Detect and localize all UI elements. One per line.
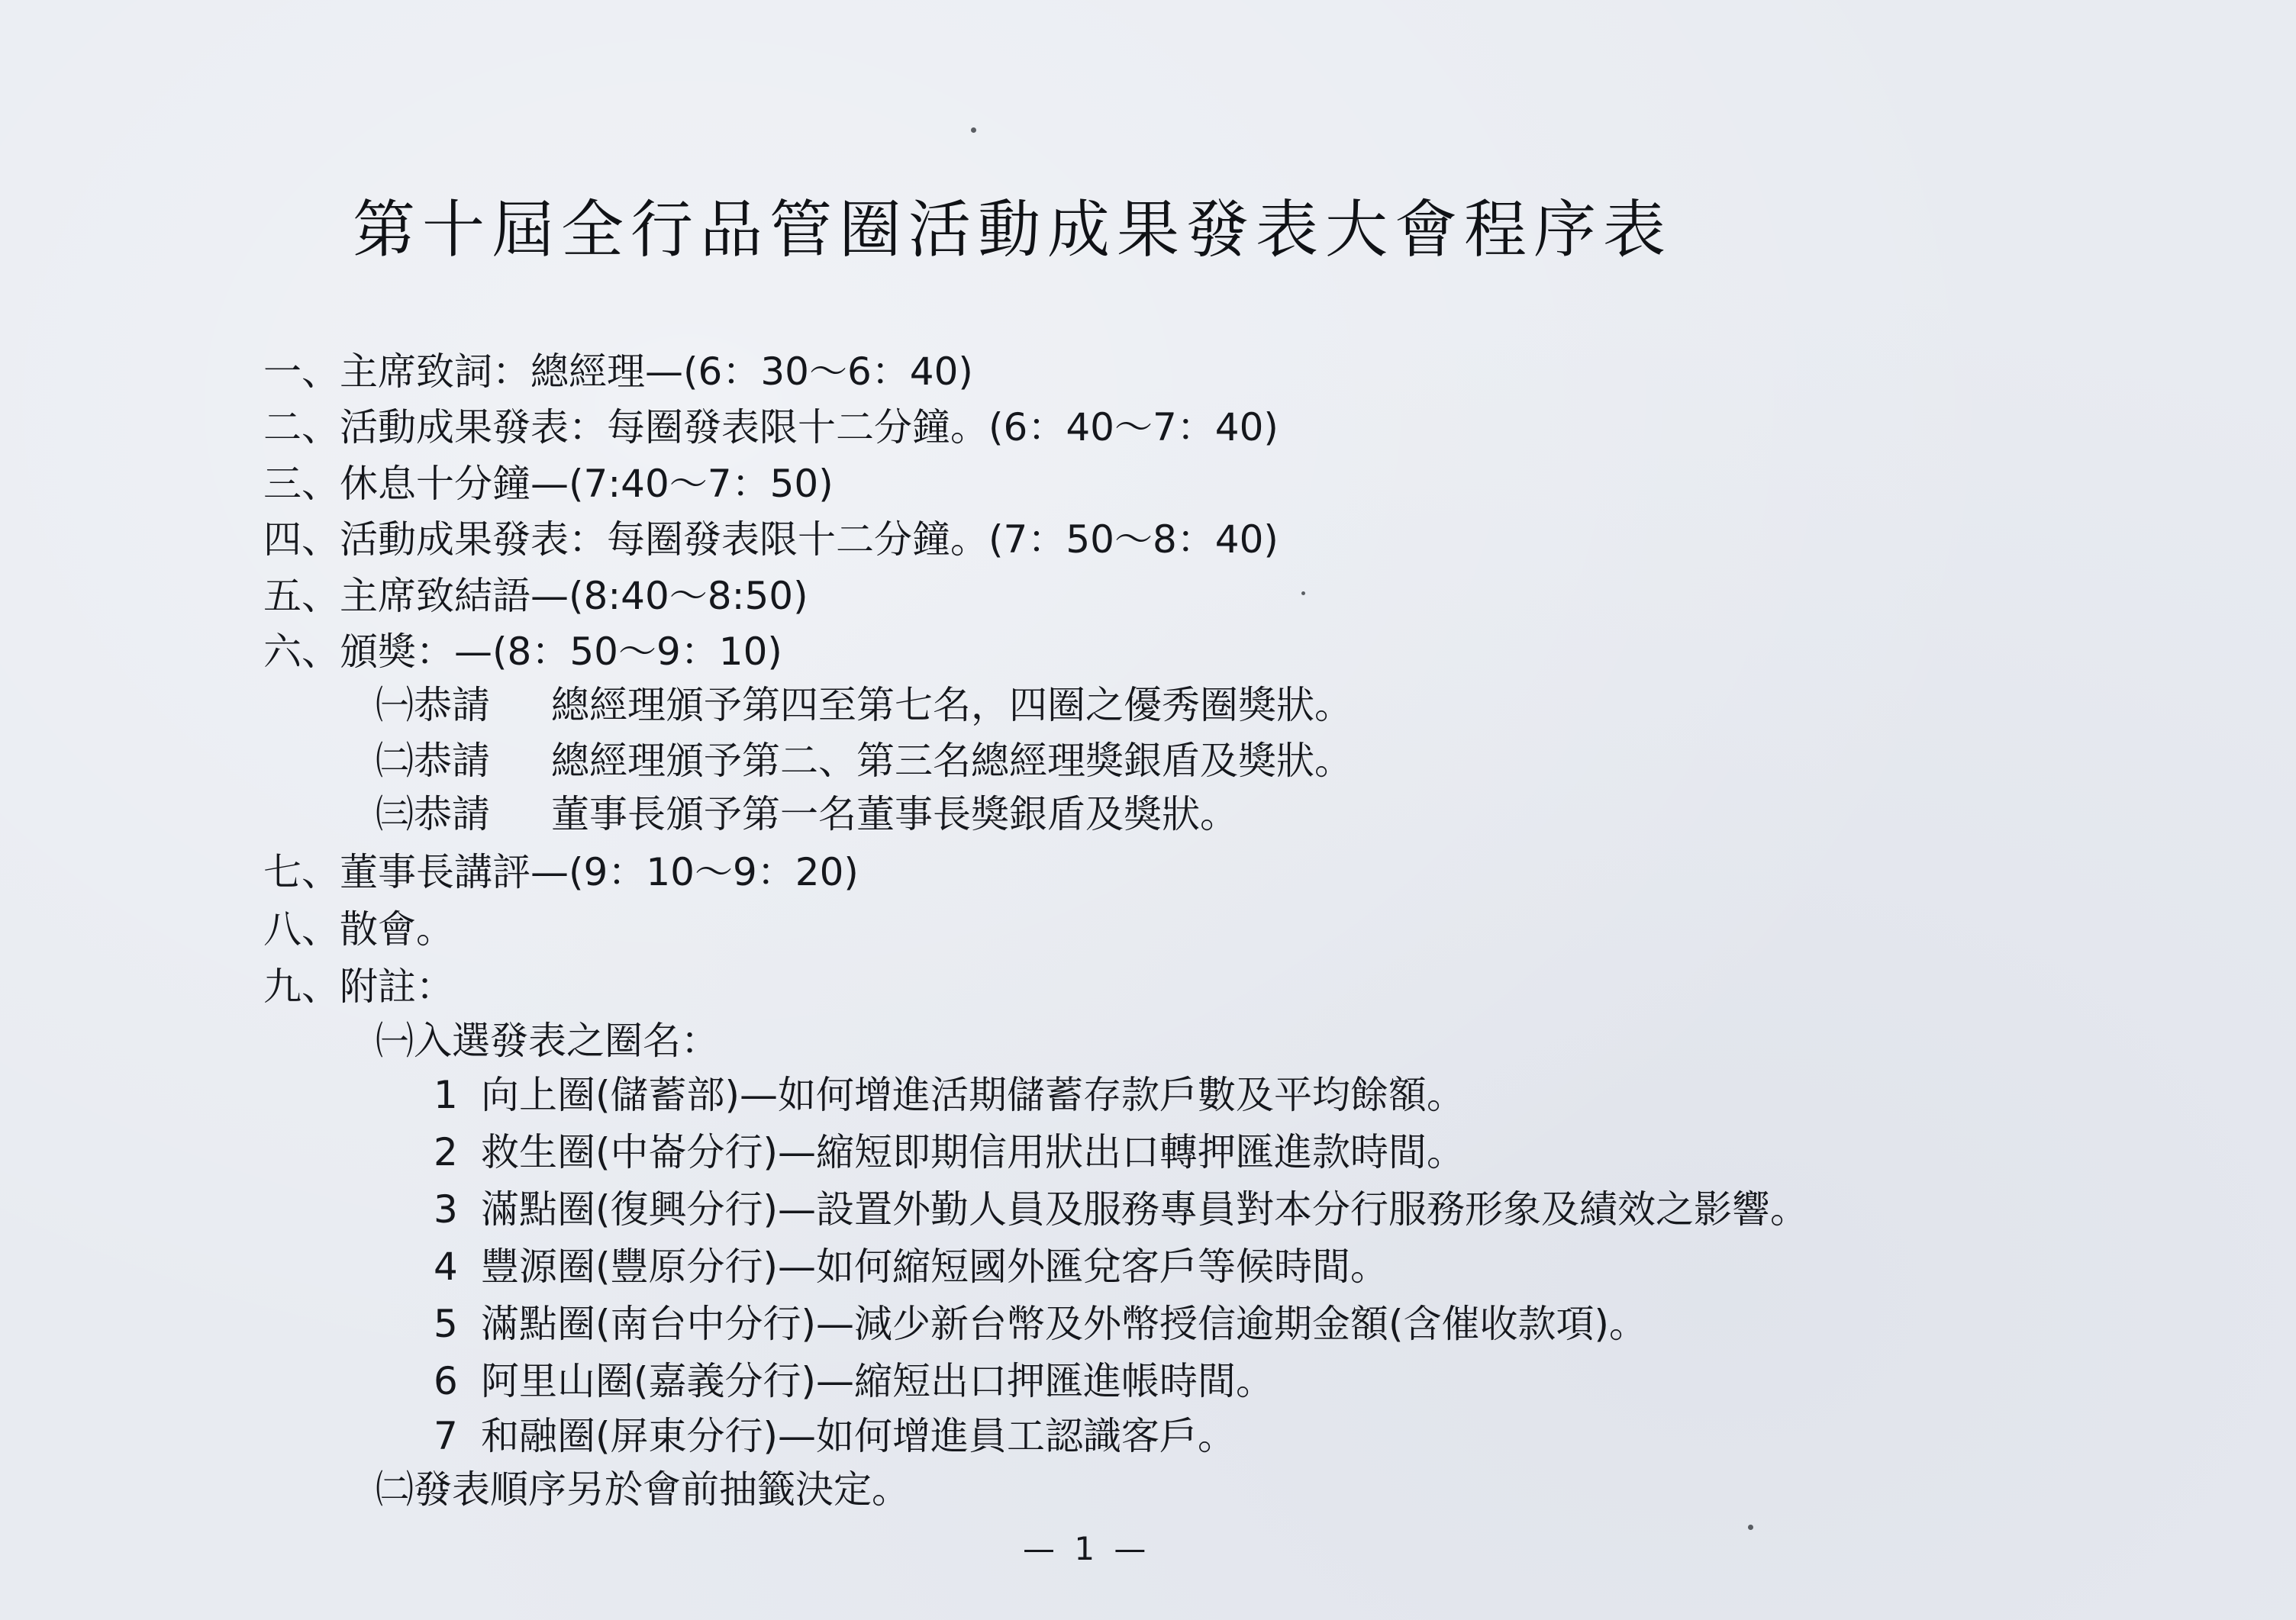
circle-number: 3 <box>434 1187 458 1232</box>
award-prefix: ㈢恭請 <box>376 792 490 836</box>
circle-text: 向上圈(儲蓄部)—如何增進活期儲蓄存款戶數及平均餘額。 <box>481 1073 1466 1117</box>
circle-list-item <box>434 1245 1389 1289</box>
print-speck <box>1301 591 1305 595</box>
program-item-9: 九、附註： <box>263 965 454 1009</box>
program-item-7: 七、董事長講評—(9：10～9：20) <box>263 850 859 894</box>
circle-number: 1 <box>434 1073 458 1117</box>
award-text: 總經理頒予第二、第三名總經理獎銀盾及獎狀。 <box>551 739 1353 783</box>
circle-text: 豐源圈(豐原分行)—如何縮短國外匯兌客戶等候時間。 <box>481 1245 1389 1289</box>
print-speck <box>1748 1525 1753 1530</box>
award-line-1 <box>376 683 1353 727</box>
print-speck <box>971 127 976 133</box>
notes-footer: ㈡發表順序另於會前抽籤決定。 <box>376 1467 910 1512</box>
program-item-8: 八、散會。 <box>263 907 454 952</box>
notes-heading: ㈠入選發表之圈名： <box>376 1019 719 1063</box>
program-item-4: 四、活動成果發表：每圈發表限十二分鐘。(7：50～8：40) <box>263 517 1279 562</box>
circle-text: 滿點圈(復興分行)—設置外勤人員及服務專員對本分行服務形象及績效之影響。 <box>481 1187 1809 1232</box>
program-item-5: 五、主席致結語—(8:40～8:50) <box>263 574 808 618</box>
circle-number: 4 <box>434 1245 458 1289</box>
program-item-6: 六、頒獎：—(8：50～9：10) <box>263 630 782 674</box>
circle-number: 2 <box>434 1130 458 1174</box>
program-item-3: 三、休息十分鐘—(7:40～7：50) <box>263 462 834 506</box>
circle-list-item <box>434 1302 1648 1346</box>
document-title: 第十屆全行品管圈活動成果發表大會程序表 <box>353 194 1673 266</box>
circle-text: 和融圈(屏東分行)—如何增進員工認識客戶。 <box>481 1414 1237 1458</box>
circle-list-item <box>434 1359 1275 1403</box>
award-line-3 <box>376 792 1238 836</box>
circle-number: 5 <box>434 1302 458 1346</box>
circle-number: 6 <box>434 1359 458 1403</box>
page-number: — 1 — <box>1023 1530 1151 1567</box>
circle-number: 7 <box>434 1414 458 1458</box>
circle-list-item <box>434 1414 1237 1458</box>
circle-text: 救生圈(中崙分行)—縮短即期信用狀出口轉押匯進款時間。 <box>481 1130 1466 1174</box>
circle-list-item <box>434 1187 1809 1232</box>
circle-list-item <box>434 1130 1466 1174</box>
award-text: 董事長頒予第一名董事長獎銀盾及獎狀。 <box>551 792 1238 836</box>
program-item-1: 一、主席致詞：總經理—(6：30～6：40) <box>263 349 973 394</box>
award-prefix: ㈡恭請 <box>376 739 490 783</box>
award-text: 總經理頒予第四至第七名，四圈之優秀圈獎狀。 <box>551 683 1353 727</box>
circle-text: 阿里山圈(嘉義分行)—縮短出口押匯進帳時間。 <box>481 1359 1275 1403</box>
award-prefix: ㈠恭請 <box>376 683 490 727</box>
award-line-2 <box>376 739 1353 783</box>
program-item-2: 二、活動成果發表：每圈發表限十二分鐘。(6：40～7：40) <box>263 405 1279 449</box>
circle-text: 滿點圈(南台中分行)—減少新台幣及外幣授信逾期金額(含催收款項)。 <box>481 1302 1648 1346</box>
circle-list-item <box>434 1073 1466 1117</box>
